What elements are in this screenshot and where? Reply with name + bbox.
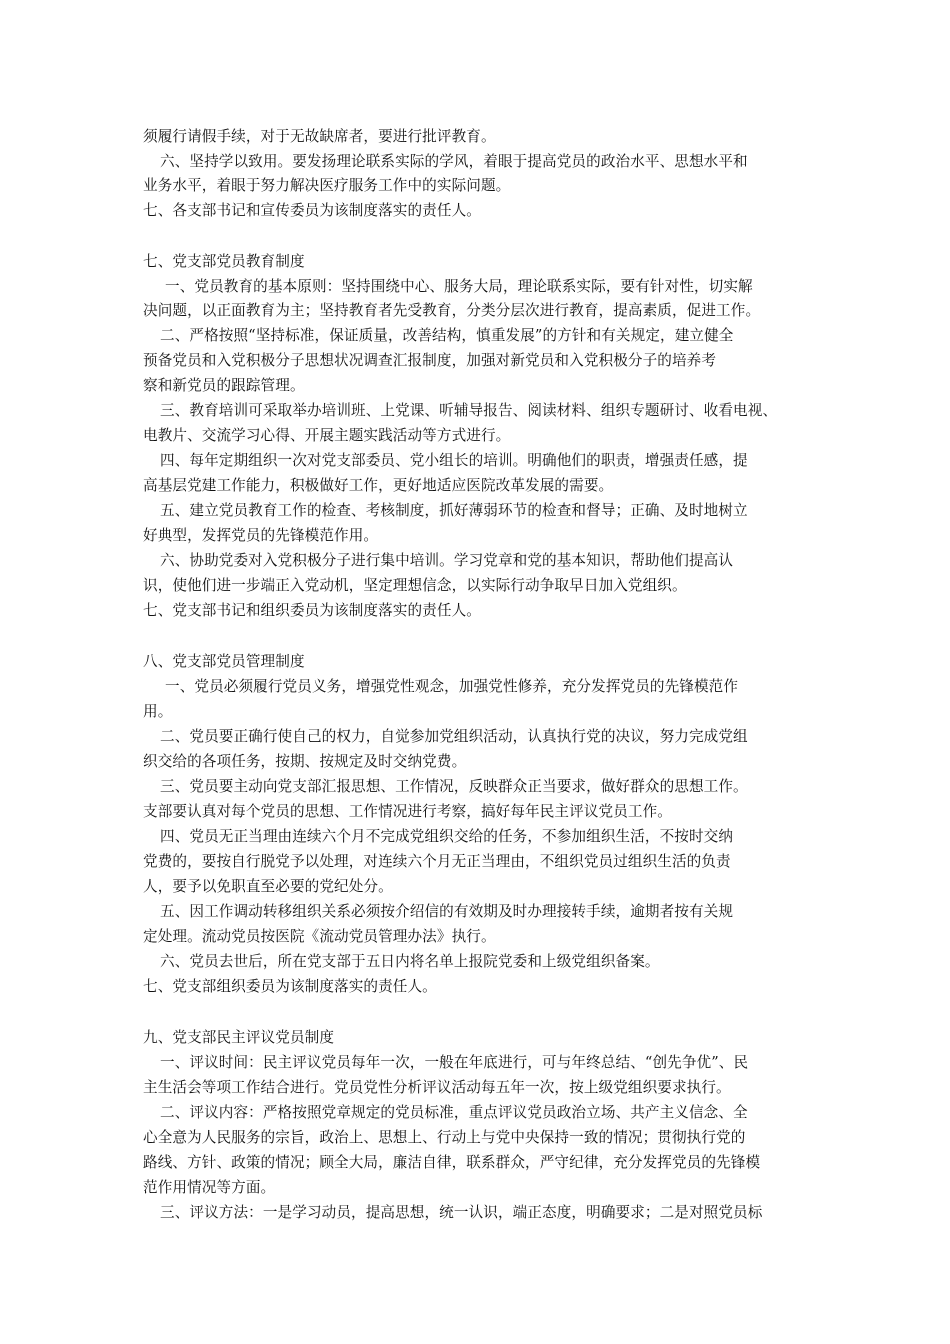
text-line: 识，使他们进一步端正入党动机，坚定理想信念，以实际行动争取早日加入党组织。 <box>143 577 687 594</box>
text-line: 决问题，以正面教育为主；坚持教育者先受教育，分类分层次进行教育，提高素质，促进工作。 <box>143 302 761 319</box>
text-line: 五、建立党员教育工作的检查、考核制度，抓好薄弱环节的检查和督导；正确、及时地树立 <box>160 502 748 519</box>
text-line: 范作用情况等方面。 <box>143 1179 276 1196</box>
text-line: 支部要认真对每个党员的思想、工作情况进行考察，搞好每年民主评议党员工作。 <box>143 803 672 820</box>
text-line: 党费的，要按自行脱党予以处理，对连续六个月无正当理由，不组织党员过组织生活的负责 <box>143 853 731 870</box>
text-line: 七、党支部书记和组织委员为该制度落实的责任人。 <box>143 602 481 619</box>
text-line: 四、党员无正当理由连续六个月不完成党组织交给的任务，不参加组织生活，不按时交纳 <box>160 828 734 845</box>
text-line: 织交给的各项任务，按期、按规定及时交纳党费。 <box>143 753 467 770</box>
section-heading: 八、党支部党员管理制度 <box>143 653 305 670</box>
text-line: 三、教育培训可采取举办培训班、上党课、听辅导报告、阅读材料、组织专题研讨、收看电视、 <box>160 402 778 419</box>
text-line: 一、党员必须履行党员义务，增强党性观念，加强党性修养，充分发挥党员的先锋模范作 <box>165 678 739 695</box>
text-line: 主生活会等项工作结合进行。党员党性分析评议活动每五年一次，按上级党组织要求执行。 <box>143 1079 731 1096</box>
text-line: 六、党员去世后，所在党支部于五日内将名单上报院党委和上级党组织备案。 <box>160 953 660 970</box>
text-line: 好典型，发挥党员的先锋模范作用。 <box>143 527 379 544</box>
text-line: 预备党员和入党积极分子思想状况调查汇报制度，加强对新党员和入党积极分子的培养考 <box>143 352 717 369</box>
text-line: 心全意为人民服务的宗旨，政治上、思想上、行动上与党中央保持一致的情况；贯彻执行党的 <box>143 1129 746 1146</box>
text-line: 二、评议内容：严格按照党章规定的党员标准，重点评议党员政治立场、共产主义信念、全 <box>160 1104 748 1121</box>
text-line: 须履行请假手续，对于无故缺席者，要进行批评教育。 <box>143 128 496 145</box>
text-line: 路线、方针、政策的情况；顾全大局，廉洁自律，联系群众，严守纪律，充分发挥党员的先锋模 <box>143 1154 761 1171</box>
text-line: 五、因工作调动转移组织关系必须按介绍信的有效期及时办理接转手续，逾期者按有关规 <box>160 903 734 920</box>
text-line: 七、各支部书记和宣传委员为该制度落实的责任人。 <box>143 202 481 219</box>
text-line: 一、评议时间：民主评议党员每年一次，一般在年底进行，可与年终总结、“创先争优”、民 <box>160 1054 749 1071</box>
section-heading: 九、党支部民主评议党员制度 <box>143 1029 335 1046</box>
text-line: 察和新党员的跟踪管理。 <box>143 377 305 394</box>
text-line: 人，要予以免职直至必要的党纪处分。 <box>143 878 393 895</box>
text-line: 电教片、交流学习心得、开展主题实践活动等方式进行。 <box>143 427 511 444</box>
text-line: 用。 <box>143 703 173 720</box>
text-line: 四、每年定期组织一次对党支部委员、党小组长的培训。明确他们的职责，增强责任感，提 <box>160 452 748 469</box>
section-heading: 七、党支部党员教育制度 <box>143 253 305 270</box>
text-line: 二、严格按照“坚持标准，保证质量，改善结构，慎重发展”的方针和有关规定，建立健全 <box>160 327 734 344</box>
text-line: 业务水平，着眼于努力解决医疗服务工作中的实际问题。 <box>143 177 511 194</box>
text-line: 高基层党建工作能力，积极做好工作，更好地适应医院改革发展的需要。 <box>143 477 614 494</box>
text-line: 一、党员教育的基本原则：坚持围绕中心、服务大局，理论联系实际，要有针对性，切实解 <box>165 278 753 295</box>
text-line: 七、党支部组织委员为该制度落实的责任人。 <box>143 978 437 995</box>
text-line: 三、党员要主动向党支部汇报思想、工作情况，反映群众正当要求，做好群众的思想工作。 <box>160 778 748 795</box>
text-line: 六、协助党委对入党积极分子进行集中培训。学习党章和党的基本知识，帮助他们提高认 <box>160 552 734 569</box>
text-line: 六、坚持学以致用。要发扬理论联系实际的学风，着眼于提高党员的政治水平、思想水平和 <box>160 153 748 170</box>
text-line: 二、党员要正确行使自己的权力，自觉参加党组织活动，认真执行党的决议，努力完成党组 <box>160 728 748 745</box>
text-line: 三、评议方法：一是学习动员，提高思想，统一认识，端正态度，明确要求；二是对照党员标 <box>160 1204 763 1221</box>
text-line: 定处理。流动党员按医院《流动党员管理办法》执行。 <box>143 928 496 945</box>
